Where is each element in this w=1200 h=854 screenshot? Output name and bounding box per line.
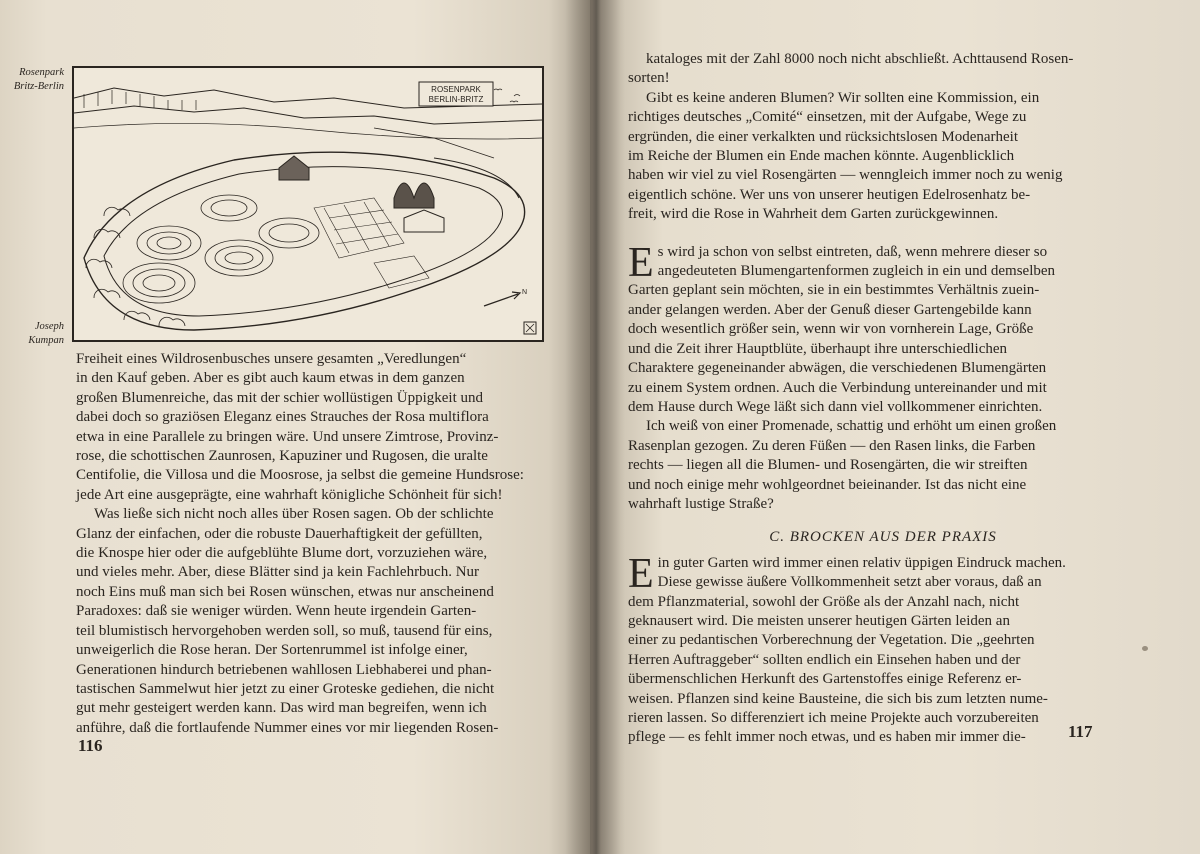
text-line: richtiges deutsches „Comité“ einsetzen, mit der Aufgabe, Wege zu <box>628 109 1027 126</box>
text-line: haben wir viel zu viel Rosengärten — wenngleich immer noch zu wenig <box>628 167 1063 184</box>
text-line: Freiheit eines Wildrosenbusches unsere gesamten „Veredlungen“ <box>76 351 467 367</box>
text-line: zu einem System ordnen. Auch die Verbindung untereinander und mit <box>628 379 1047 396</box>
text-line: doch wesentlich größer sein, wenn wir von vornherein Lage, Größe <box>628 321 1034 338</box>
text-line: pflege — es fehlt immer noch etwas, und es haben mir immer die- <box>628 729 1026 746</box>
left-body-text <box>76 350 550 738</box>
text-line: Garten geplant sein möchten, sie in ein bestimmtes Verhältnis zuein- <box>628 282 1040 299</box>
text-line: eigentlich schöne. Wer uns von unserer heutigen Edelrosenhatz be- <box>628 186 1031 203</box>
text-line: anführe, daß die fortlaufende Nummer eines vor mir liegenden Rosen- <box>76 719 499 736</box>
text-line: im Reiche der Blumen ein Ende machen könnte. Augenblicklich <box>628 148 1015 165</box>
text-line: jede Art eine ausgeprägte, eine wahrhaft königliche Schönheit für sich! <box>76 486 503 503</box>
text-line: geknausert wird. Die meisten unserer heutigen Gärten leiden an <box>628 612 1010 629</box>
figure-caption-top <box>4 66 64 94</box>
drop-cap: E <box>628 550 654 597</box>
text-line: tastischen Sammelwut hier jetzt zu einer Groteske gediehen, die nicht <box>76 680 495 697</box>
text-line: Charaktere gegeneinander abwägen, die verschiedenen Blumengärten <box>628 360 1047 377</box>
text-line: ander gelangen werden. Aber der Genuß dieser Gartengebilde kann <box>628 301 1032 318</box>
text-line: angedeuteten Blumengartenformen zugleich in ein und demselben <box>657 263 1056 280</box>
text-line: noch Eins muß man sich bei Rosen wünschen, etwas nur anscheinend <box>76 583 494 600</box>
rosenpark-illustration <box>72 66 544 342</box>
text-line: ergründen, die einer verkalkten und rücksichtslosen Modenarheit <box>628 128 1019 145</box>
text-line: und noch einige mehr wohlgeordnet beieinander. Ist das nicht eine <box>628 476 1027 493</box>
left-page <box>0 0 590 854</box>
text-line: gut mehr gesteigert werden kann. Das wird man begreifen, wenn ich <box>76 700 487 717</box>
section-heading: C. BROCKEN AUS DER PRAXIS <box>769 529 997 546</box>
text-line: Diese gewisse äußere Vollkommenheit setzt aber voraus, daß an <box>657 574 1042 591</box>
text-line: und vieles mehr. Aber, diese Blätter sind ja kein Fachlehrbuch. Nur <box>76 564 480 581</box>
text-line: unweigerlich die Rose heran. Der Sortenrummel ist infolge einer, <box>76 642 468 659</box>
text-line: dabei doch so graziösen Eleganz eines Strauches der Rosa multiflora <box>76 409 489 426</box>
text-line: etwa in eine Parallele zu bringen wäre. Und unsere Zimtrose, Provinz- <box>76 428 499 445</box>
figure-caption-bottom <box>4 320 64 348</box>
caption-line: Kumpan <box>28 335 64 346</box>
text-line: Was ließe sich nicht noch alles über Rosen sagen. Ob der schlichte <box>94 506 494 523</box>
text-line: sorten! <box>628 70 670 87</box>
text-line: Herren Auftraggeber“ sollten endlich ein Einsehen haben und der <box>628 651 1021 668</box>
ink-spot <box>1142 646 1148 651</box>
caption-line: Rosenpark <box>19 67 64 78</box>
caption-line: Britz-Berlin <box>13 81 64 92</box>
text-line: weisen. Pflanzen sind keine Bausteine, die sich bis zum letzten nume- <box>628 690 1048 707</box>
figure-sign-line-1: ROSENPARK <box>431 85 481 94</box>
text-line: übermenschlichen Herkunft des Gartenstoffes einige Referenz er- <box>628 671 1022 688</box>
text-line: Rasenplan gezogen. Zu deren Füßen — den Rasen links, die Farben <box>628 437 1036 454</box>
text-line: in den Kauf geben. Aber es gibt auch kaum etwas in dem ganzen <box>76 370 465 387</box>
text-line: in guter Garten wird immer einen relativ üppigen Eindruck machen. <box>657 554 1066 571</box>
garden-drawing <box>74 68 542 340</box>
text-line: und die Zeit ihrer Hauptblüte, überhaupt ihre unterschiedlichen <box>628 340 1008 357</box>
text-line: wahrhaft lustige Straße? <box>628 495 774 512</box>
text-line: teil blumistisch hervorgehoben werden soll, so muß, tausend für eins, <box>76 622 493 639</box>
caption-line: Joseph <box>34 321 64 332</box>
text-line: s wird ja schon von selbst eintreten, daß, wenn mehrere dieser so <box>657 243 1048 260</box>
drop-cap: E <box>628 239 654 286</box>
text-line: großen Blumenreiche, das mit der schier wollüstigen Üppigkeit und <box>76 389 483 406</box>
text-line: rechts — liegen all die Blumen- und Rosengärten, die wir streiften <box>628 457 1028 474</box>
text-line: die Knospe hier oder die aufgeblühte Blume dort, vorzuziehen wäre, <box>76 545 488 562</box>
text-line: Glanz der einfachen, oder die robuste Dauerhaftigkeit der gefüllten, <box>76 525 483 542</box>
text-line: kataloges mit der Zahl 8000 noch nicht abschließt. Achttausend Rosen- <box>646 51 1074 67</box>
text-line: Centifolie, die Villosa und die Moosrose, ja selbst die gemeine Hundsrose: <box>76 467 524 484</box>
text-line: einer zu pedantischen Vorberechnung der Vegetation. Die „geehrten <box>628 632 1035 649</box>
text-line: Gibt es keine anderen Blumen? Wir sollten eine Kommission, ein <box>646 89 1040 106</box>
page-number-left: 116 <box>78 736 103 755</box>
figure-north-label: N <box>522 289 528 296</box>
text-line: dem Pflanzmaterial, sowohl der Größe als der Anzahl nach, nicht <box>628 593 1020 610</box>
text-line: rieren lassen. So differenziert ich meine Projekte auch vorzubereiten <box>628 710 1039 726</box>
text-line: Ich weiß von einer Promenade, schattig und erhöht um einen großen <box>646 418 1057 435</box>
text-line: Generationen hindurch betriebenen wahllosen Liebhaberei und phan- <box>76 661 492 678</box>
text-line: freit, wird die Rose in Wahrheit dem Garten zurückgewinnen. <box>628 206 999 223</box>
text-line: dem Hause durch Wege läßt sich dann viel vollkommener einrichten. <box>628 398 1043 415</box>
right-body-text <box>628 50 1138 748</box>
text-line: rose, die schottischen Zaunrosen, Kapuziner und Rugosen, die uralte <box>76 448 488 465</box>
text-line: Paradoxes: daß sie weniger würden. Wenn heute irgendein Garten- <box>76 603 477 620</box>
page-number-right: 117 <box>1068 722 1093 741</box>
right-page <box>590 0 1200 854</box>
figure-sign-line-2: BERLIN-BRITZ <box>428 95 484 104</box>
